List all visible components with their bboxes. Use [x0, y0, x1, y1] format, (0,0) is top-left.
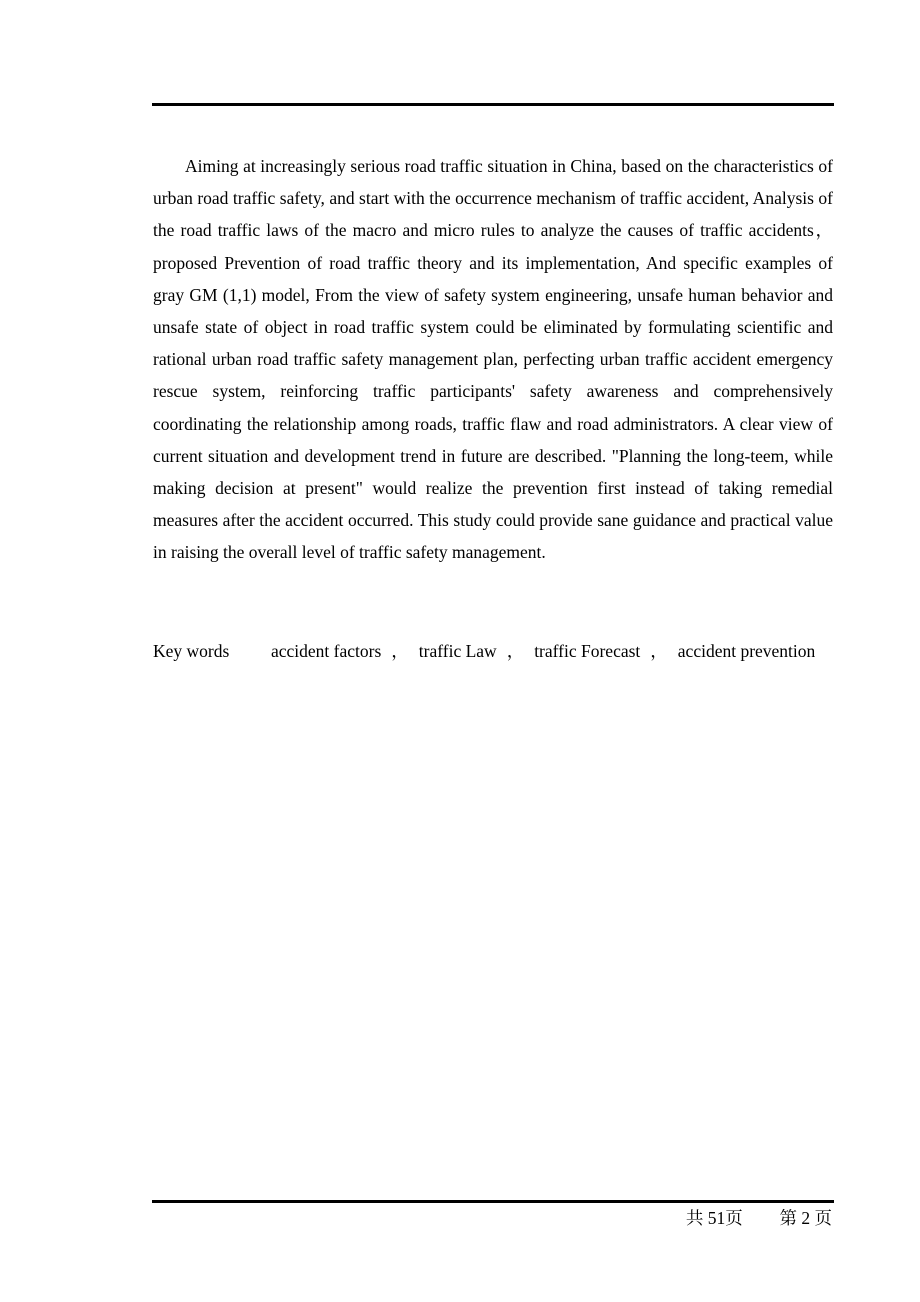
keyword-item: traffic Law — [418, 641, 497, 661]
header-rule — [152, 103, 834, 106]
keywords-line — [153, 636, 833, 666]
keyword-separator: ， — [650, 641, 668, 661]
keyword-item: accident prevention — [677, 641, 816, 661]
total-pages-prefix: 共 — [685, 1208, 704, 1228]
page-number-suffix: 页 — [814, 1208, 832, 1228]
keyword-item: traffic Forecast — [534, 641, 641, 661]
total-pages: 51 — [707, 1208, 726, 1228]
page-number: 2 — [801, 1208, 811, 1228]
page-number-prefix: 第 — [779, 1208, 797, 1228]
keyword-separator: ， — [506, 641, 525, 661]
keyword-item: accident factors — [271, 641, 382, 661]
abstract-paragraph: Aiming at increasingly serious road traffic situation in China, based on the characteristics of urban road traffic safety, and start with the occurrence mechanism of traffic accident, Analysis of the road traffic laws of the macro and micro rules to analyze the causes of traffic accidents， proposed Prevention of road traffic theory and its implementation, And specific examples of gray GM (1,1) model, From the view of safety system engineering, unsafe human behavior and unsafe state of object in road traffic system could be eliminated by formulating scientific and rational urban road traffic safety management plan, perfecting urban traffic accident emergency rescue system, reinforcing traffic participants' safety awareness and comprehensively coordinating the relationship among roads, traffic flaw and road administrators. A clear view of current situation and development trend in future are described. "Planning the long-teem, while making decision at present" would realize the prevention first instead of taking remedial measures after the accident occurred. This study could provide sane guidance and practical value in raising the overall level of traffic safety management. — [153, 156, 833, 563]
keywords-label: Key words — [153, 641, 230, 661]
keyword-separator: ， — [391, 641, 409, 661]
page-footer — [686, 1203, 832, 1233]
total-pages-suffix: 页 — [725, 1208, 743, 1228]
